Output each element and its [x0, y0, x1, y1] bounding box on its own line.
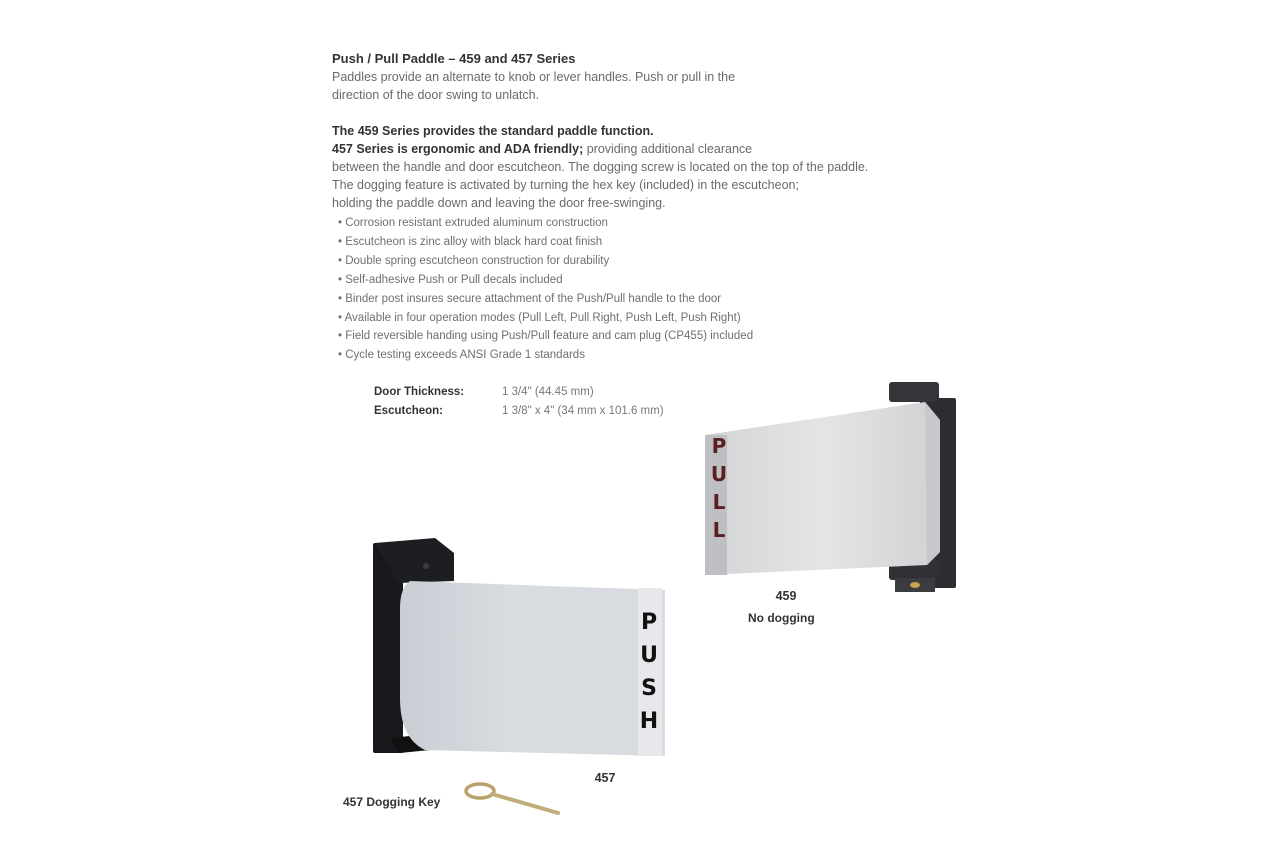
spec-label: Door Thickness:: [374, 386, 465, 398]
feature-item: • Double spring escutcheon construction for durability: [338, 252, 753, 271]
feature-item: • Available in four operation modes (Pull Left, Pull Right, Push Left, Push Right): [338, 309, 753, 328]
decal-letter: H: [639, 709, 659, 734]
push-decal: [638, 606, 660, 738]
product-image-459: [705, 380, 960, 600]
description-457: [332, 140, 752, 159]
intro-line-2: direction of the door swing to unlatch.: [332, 88, 540, 102]
intro-line-1: Paddles provide an alternate to knob or lever handles. Push or pull in the: [332, 70, 736, 84]
decal-letter: L: [712, 518, 726, 542]
feature-item: • Corrosion resistant extruded aluminum construction: [338, 214, 753, 233]
spec-value: 1 3/8" x 4" (34 mm x 101.6 mm): [502, 405, 664, 417]
feature-list: [338, 214, 753, 365]
dogging-key-label: 457 Dogging Key: [343, 795, 441, 809]
decal-letter: U: [640, 643, 658, 668]
feature-item: • Binder post insures secure attachment of the Push/Pull handle to the door: [338, 290, 753, 309]
spec-value: 1 3/4" (44.45 mm): [502, 386, 594, 398]
model-label-459: 459: [775, 589, 797, 603]
push-paddle-illustration: [370, 538, 670, 763]
decal-letter: S: [641, 676, 657, 701]
spec-row-escutcheon: [374, 402, 664, 421]
description-457-bold: 457 Series is ergonomic and ADA friendly;: [332, 142, 584, 156]
page-title: Push / Pull Paddle – 459 and 457 Series: [332, 51, 576, 66]
pull-decal: [710, 432, 728, 544]
description-line-5: holding the paddle down and leaving the door free-swinging.: [332, 196, 666, 210]
decal-letter: U: [710, 462, 728, 486]
feature-item: • Self-adhesive Push or Pull decals included: [338, 271, 753, 290]
spec-label: Escutcheon:: [374, 405, 444, 417]
note-459: No dogging: [748, 611, 815, 625]
spec-table: [374, 383, 664, 421]
feature-item: • Field reversible handing using Push/Pull feature and cam plug (CP455) included: [338, 327, 753, 346]
spec-row-door-thickness: [374, 383, 664, 402]
dogging-key-image: [462, 780, 562, 820]
decal-letter: P: [711, 434, 727, 458]
model-label-457: 457: [594, 771, 616, 785]
feature-item: • Cycle testing exceeds ANSI Grade 1 standards: [338, 346, 753, 365]
hex-key-icon: [462, 780, 562, 820]
decal-letter: L: [712, 490, 726, 514]
description-457-rest: providing additional clearance: [583, 142, 753, 156]
product-image-457: [370, 538, 670, 763]
description-459: The 459 Series provides the standard paddle function.: [332, 124, 654, 138]
description-line-4: The dogging feature is activated by turning the hex key (included) in the escutcheon;: [332, 178, 799, 192]
feature-item: • Escutcheon is zinc alloy with black hard coat finish: [338, 233, 753, 252]
description-line-3: between the handle and door escutcheon. The dogging screw is located on the top of the paddle.: [332, 160, 869, 174]
decal-letter: P: [640, 610, 658, 635]
pull-paddle-illustration: [705, 380, 960, 600]
